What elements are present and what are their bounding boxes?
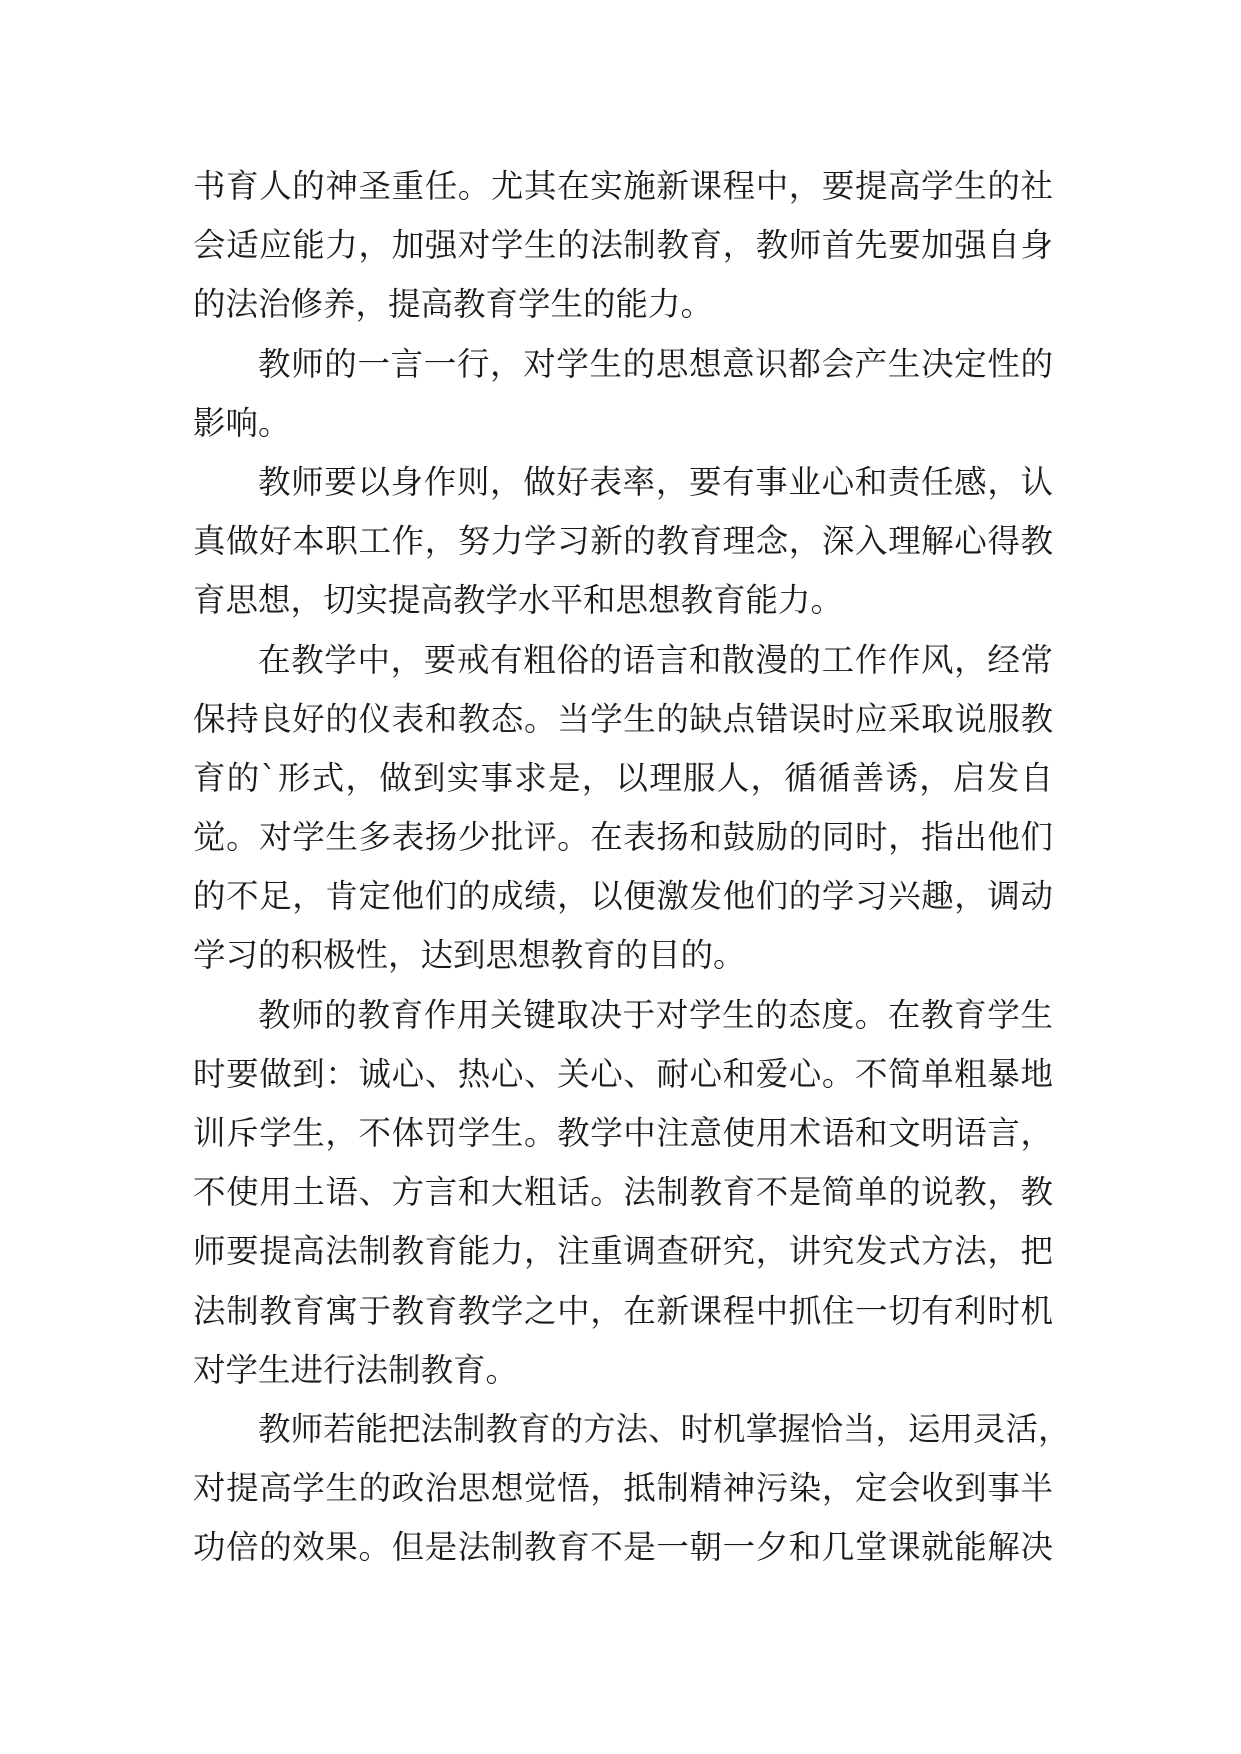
text-line: 法制教育寓于教育教学之中，在新课程中抓住一切有利时机 bbox=[193, 1291, 1053, 1330]
text-line: 对学生进行法制教育。 bbox=[193, 1350, 519, 1389]
text-line: 会适应能力，加强对学生的法制教育，教师首先要加强自身 bbox=[193, 226, 1053, 265]
text-line: 影响。 bbox=[193, 403, 291, 442]
text-line: 的不足，肯定他们的成绩，以便激发他们的学习兴趣，调动 bbox=[193, 877, 1053, 916]
paragraph-5 bbox=[193, 986, 1053, 1400]
text-line: 保持良好的仪表和教态。当学生的缺点错误时应采取说服教 bbox=[193, 699, 1053, 738]
paragraph-2 bbox=[193, 335, 1053, 453]
text-line: 的法治修养，提高教育学生的能力。 bbox=[193, 285, 714, 324]
text-line: 学习的积极性，达到思想教育的目的。 bbox=[193, 936, 746, 975]
text-line: 师要提高法制教育能力，注重调查研究，讲究发式方法，把 bbox=[193, 1232, 1053, 1271]
paragraph-1 bbox=[193, 157, 1053, 335]
paragraph-3 bbox=[193, 453, 1053, 631]
text-line: 功倍的效果。但是法制教育不是一朝一夕和几堂课就能解决 bbox=[193, 1528, 1053, 1567]
text-line: 不使用土语、方言和大粗话。法制教育不是简单的说教，教 bbox=[193, 1173, 1053, 1212]
text-line: 教师的教育作用关键取决于对学生的态度。在教育学生 bbox=[258, 995, 1053, 1034]
text-line: 觉。对学生多表扬少批评。在表扬和鼓励的同时，指出他们 bbox=[193, 818, 1053, 857]
text-line: 教师的一言一行，对学生的思想意识都会产生决定性的 bbox=[258, 344, 1053, 383]
text-line: 育的`形式，做到实事求是，以理服人，循循善诱，启发自 bbox=[193, 758, 1053, 797]
document-body bbox=[193, 157, 1071, 1578]
paragraph-4 bbox=[193, 631, 1053, 986]
text-line: 真做好本职工作，努力学习新的教育理念，深入理解心得教 bbox=[193, 522, 1053, 561]
text-line: 训斥学生，不体罚学生。教学中注意使用术语和文明语言， bbox=[193, 1114, 1053, 1152]
text-line: 在教学中，要戒有粗俗的语言和散漫的工作作风，经常 bbox=[258, 640, 1053, 679]
paragraph-6 bbox=[193, 1400, 1071, 1578]
text-line: 育思想，切实提高教学水平和思想教育能力。 bbox=[193, 581, 844, 620]
text-line: 对提高学生的政治思想觉悟，抵制精神污染，定会收到事半 bbox=[193, 1469, 1053, 1508]
text-line: 时要做到：诚心、热心、关心、耐心和爱心。不简单粗暴地 bbox=[193, 1054, 1053, 1093]
text-line: 书育人的神圣重任。尤其在实施新课程中，要提高学生的社 bbox=[193, 167, 1053, 205]
text-line: 教师若能把法制教育的方法、时机掌握恰当，运用灵活， bbox=[258, 1409, 1071, 1448]
text-line: 教师要以身作则，做好表率，要有事业心和责任感，认 bbox=[258, 462, 1053, 501]
